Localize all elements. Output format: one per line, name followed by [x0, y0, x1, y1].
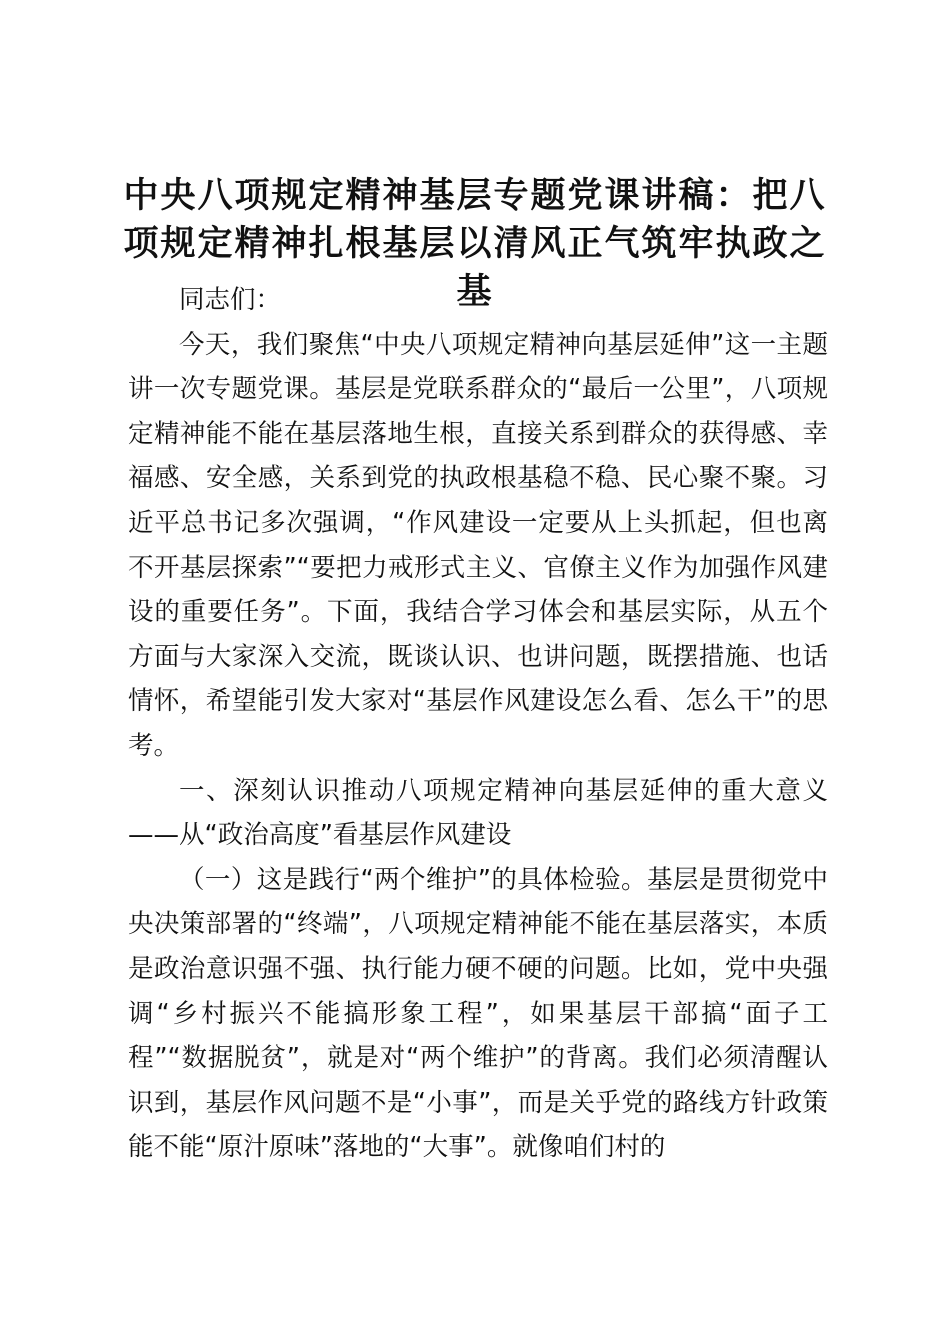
intro-paragraph: 今天，我们聚焦“中央八项规定精神向基层延伸”这一主题讲一次专题党课。基层是党联系群众的“最后一公里”，八项规定精神能不能在基层落地生根，直接关系到群众的获得感、幸福感、安全感，关系到党的执政根基稳不稳、民心聚不聚。习近平总书记多次强调，“作风建设一定要从上头抓起，但也离不开基层探索”“要把力戒形式主义、官僚主义作为加强作风建设的重要任务”。下面，我结合学习体会和基层实际，从五个方面与大家深入交流，既谈认识、也讲问题，既摆措施、也话情怀，希望能引发大家对“基层作风建设怎么看、怎么干”的思考。: [128, 329, 828, 761]
section-heading-paragraph: 一、深刻认识推动八项规定精神向基层延伸的重大意义——从“政治高度”看基层作风建设: [128, 775, 828, 851]
document-body: [128, 278, 828, 1170]
subsection-paragraph: （一）这是践行“两个维护”的具体检验。基层是贯彻党中央决策部署的“终端”，八项规定精神能不能在基层落实，本质是政治意识强不强、执行能力硬不硬的问题。比如，党中央强调“乡村振兴不能搞形象工程”，如果基层干部搞“面子工程”“数据脱贫”，就是对“两个维护”的背离。我们必须清醒认识到，基层作风问题不是“小事”，而是关乎党的路线方针政策能不能“原汁原味”落地的“大事”。就像咱们村的: [128, 864, 828, 1163]
salutation-paragraph: 同志们：: [179, 285, 282, 315]
document-title: 中央八项规定精神基层专题党课讲稿：把八项规定精神扎根基层以清风正气筑牢执政之基: [123, 176, 827, 312]
